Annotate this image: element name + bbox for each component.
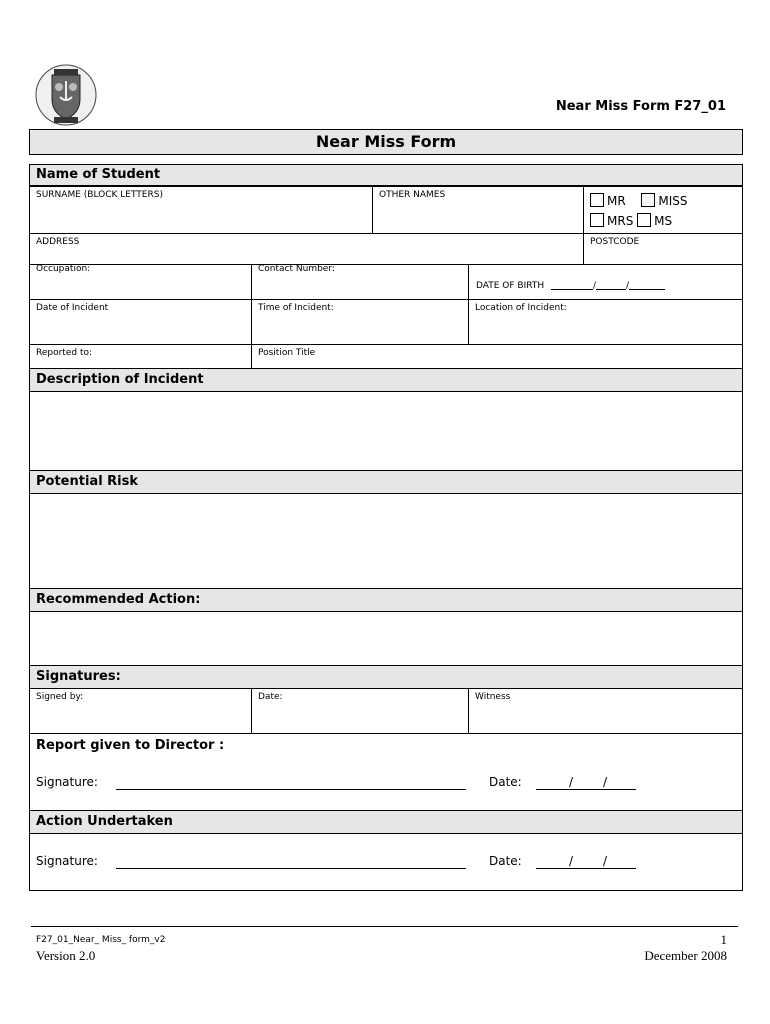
report-director-heading: Report given to Director : [36,738,225,753]
signed-by-label: Signed by: [36,692,84,702]
other-names-label: OTHER NAMES [379,190,446,200]
witness-field[interactable] [468,688,743,734]
reported-to-label: Reported to: [36,348,93,358]
footer-date: December 2008 [644,948,727,963]
title-row-2 [590,213,672,228]
action-date-line[interactable]: / / [536,854,636,869]
reported-to-field[interactable] [29,344,252,369]
time-of-incident-label: Time of Incident: [258,303,334,313]
signature-date-label: Date: [258,692,283,702]
footer-page-number: 1 [720,932,727,947]
witness-label: Witness [475,692,511,702]
description-textarea[interactable] [29,391,743,471]
school-crest-logo [34,63,98,127]
surname-field[interactable] [29,186,373,234]
dob-row: DATE OF BIRTH / / [476,281,665,291]
mrs-label: MRS [607,214,634,228]
director-signature-line[interactable] [116,789,466,790]
location-of-incident-label: Location of Incident: [475,303,567,313]
section-potential-risk: Potential Risk [29,470,743,494]
position-title-label: Position Title [258,348,316,358]
position-title-field[interactable] [251,344,743,369]
ms-label: MS [654,214,673,228]
occupation-field[interactable] [29,264,252,300]
time-of-incident-field[interactable] [251,299,469,345]
address-field[interactable] [29,233,584,265]
action-signature-label: Signature: [36,854,98,868]
miss-checkbox[interactable] [641,193,655,207]
date-of-incident-label: Date of Incident [36,303,109,313]
section-action-undertaken: Action Undertaken [29,810,743,834]
miss-label: MISS [658,194,688,208]
action-date-label: Date: [489,854,522,868]
other-names-field[interactable] [372,186,584,234]
potential-risk-textarea[interactable] [29,493,743,589]
signature-date-field[interactable] [251,688,469,734]
date-of-incident-field[interactable] [29,299,252,345]
director-date-label: Date: [489,775,522,789]
section-recommended-action: Recommended Action: [29,588,743,612]
mr-checkbox[interactable] [590,193,604,207]
location-of-incident-field[interactable] [468,299,743,345]
recommended-action-textarea[interactable] [29,611,743,666]
ms-checkbox[interactable] [637,213,651,227]
occupation-label: Occupation: [36,264,91,274]
footer-rule [31,926,738,927]
page-title: Near Miss Form [29,129,743,155]
section-description: Description of Incident [29,368,743,392]
postcode-field[interactable] [583,233,743,265]
director-date-line[interactable]: / / [536,775,636,790]
form-code: Near Miss Form F27_01 [555,99,726,114]
section-name-of-student: Name of Student [29,164,743,186]
surname-label: SURNAME (BLOCK LETTERS) [36,190,163,200]
section-signatures: Signatures: [29,665,743,689]
address-label: ADDRESS [36,237,80,247]
postcode-label: POSTCODE [590,237,640,247]
title-row-1 [590,193,688,208]
mr-label: MR [607,194,626,208]
contact-number-label: Contact Number: [258,264,335,274]
action-undertaken-box [29,833,743,891]
contact-number-field[interactable] [251,264,469,300]
mrs-checkbox[interactable] [590,213,604,227]
report-director-box [29,733,743,811]
footer-filename: F27_01_Near_ Miss_ form_v2 [36,935,166,945]
signed-by-field[interactable] [29,688,252,734]
title-options [583,186,743,234]
action-signature-line[interactable] [116,868,466,869]
dob-label: DATE OF BIRTH [476,281,545,291]
date-of-birth-field[interactable] [468,264,743,300]
footer-version: Version 2.0 [36,948,96,963]
director-signature-label: Signature: [36,775,98,789]
